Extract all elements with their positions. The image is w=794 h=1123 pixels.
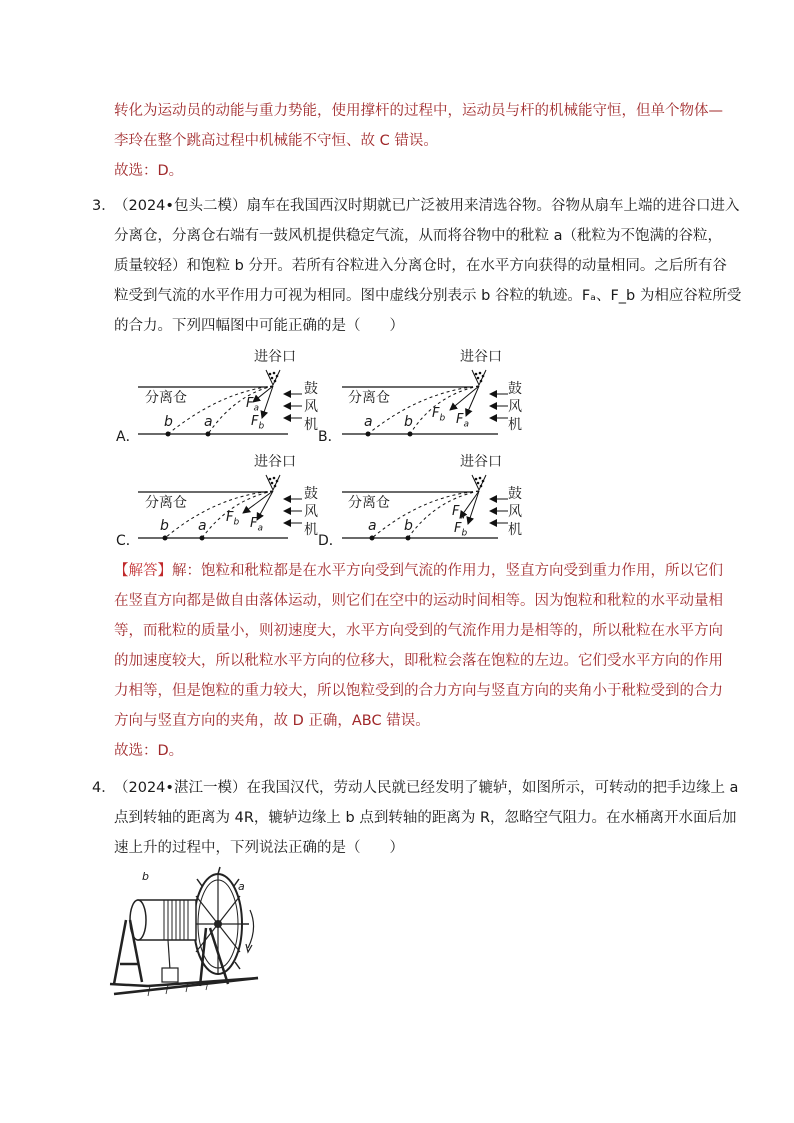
fan-char-2-c: 风: [304, 504, 318, 520]
grain-a-label-a: a: [204, 414, 213, 430]
q3-solution-line-6: 方向与竖直方向的夹角，故 D 正确，ABC 错误。: [114, 713, 430, 729]
q3-solution-line-4: 的加速度较大，所以秕粒水平方向的位移大，即秕粒会落在饱粒的左边。它们受水平方向的作用: [114, 653, 723, 669]
q4-number: 4．: [92, 780, 116, 796]
force-a-label-a: $F_a$: [246, 396, 259, 414]
fan-char-2-a: 风: [304, 399, 318, 415]
fan-char-1-b: 鼓: [508, 381, 522, 397]
q3-line-2: 分离仓，分离仓右端有一鼓风机提供稳定气流，从而将谷物中的秕粒 a（秕粒为不饱满的谷粒，: [114, 228, 722, 244]
chamber-label-b: 分离仓: [348, 390, 390, 406]
grain-a-label-c: a: [198, 518, 207, 534]
chamber-label-c: 分离仓: [145, 495, 187, 511]
fan-char-3-a: 机: [304, 417, 318, 433]
prev-answer: 故选：D。: [114, 163, 184, 179]
q3-solution-line-1: 【解答】解：饱粒和秕粒都是在水平方向受到气流的作用力，竖直方向受到重力作用，所以它们: [114, 563, 723, 579]
fan-char-1-d: 鼓: [508, 486, 522, 502]
grain-b-dot: [166, 432, 171, 437]
option-c-label: C．: [116, 533, 140, 549]
force-b-label-c: $F_b$: [226, 510, 240, 528]
q4-line-1: （2024•湛江一模）在我国汉代，劳动人民就已经发明了辘轳，如图所示，可转动的把手边缘上 a: [114, 780, 739, 796]
grain-a-label-b: a: [364, 414, 373, 430]
grain-b-label-a: b: [164, 414, 173, 430]
q3-line-5: 的合力。下列四幅图中可能正确的是（ ）: [114, 318, 404, 334]
grain-a-label-d: a: [368, 518, 377, 534]
force-b-label-a: $F_b$: [251, 414, 265, 432]
windlass-label-b: b: [142, 870, 149, 883]
q4-line-3: 速上升的过程中，下列说法正确的是（ ）: [114, 840, 404, 856]
force-a-label-c: $F_a$: [250, 516, 263, 534]
fan-char-3-d: 机: [508, 522, 522, 538]
windlass-figure: [108, 866, 270, 1006]
chamber-label-d: 分离仓: [348, 495, 390, 511]
q3-solution-line-2: 在竖直方向都是做自由落体运动，则它们在空中的运动时间相等。因为饱粒和秕粒的水平动量相: [114, 593, 723, 609]
force-b-label-b: $F_b$: [432, 406, 446, 424]
grain-b-label-d: b: [404, 518, 413, 534]
grain-b-label-b: b: [404, 414, 413, 430]
force-a-label-b: $F_a$: [456, 412, 469, 430]
inlet-label-c: 进谷口: [254, 454, 296, 470]
inlet-label-b: 进谷口: [460, 349, 502, 365]
q3-number: 3．: [92, 198, 116, 214]
force-a-label-d: $F_a$: [452, 504, 465, 522]
fan-char-3-c: 机: [304, 522, 318, 538]
q4-line-2: 点到转轴的距离为 4R，辘轳边缘上 b 点到转轴的距离为 R，忽略空气阻力。在水桶离开水面后加: [114, 810, 737, 826]
grain-a-dot: [206, 432, 211, 437]
grain-b-label-c: b: [160, 518, 169, 534]
q3-line-3: 质量较轻）和饱粒 b 分开。若所有谷粒进入分离仓时，在水平方向获得的动量相同。之后所有谷: [114, 258, 727, 274]
option-b-label: B．: [318, 429, 342, 445]
q3-line-1: （2024•包头二模）扇车在我国西汉时期就已广泛被用来清选谷物。谷物从扇车上端的进谷口进入: [114, 198, 740, 214]
q3-line-4: 粒受到气流的水平作用力可视为相同。图中虚线分别表示 b 谷粒的轨迹。Fₐ、F_b 为相应谷粒所受: [114, 288, 742, 304]
inlet-label-a: 进谷口: [254, 349, 296, 365]
solution-tag: 【解答】: [114, 563, 172, 579]
windlass-label-a: a: [238, 880, 245, 893]
fan-char-2-b: 风: [508, 399, 522, 415]
q3-solution-line-5: 力相等，但是饱粒的重力较大，所以饱粒受到的合力方向与竖直方向的夹角小于秕粒受到的合力: [114, 683, 723, 699]
q3-solution-line-3: 等，而秕粒的质量小，则初速度大，水平方向受到的气流作用力是相等的，所以秕粒在水平方向: [114, 623, 723, 639]
fan-char-1-a: 鼓: [304, 381, 318, 397]
q3-answer: 故选：D。: [114, 743, 184, 759]
option-d-label: D．: [318, 533, 343, 549]
prev-solution-line-1: 转化为运动员的动能与重力势能，使用撑杆的过程中，运动员与杆的机械能守恒，但单个物体—: [114, 103, 723, 119]
fan-char-1-c: 鼓: [304, 486, 318, 502]
fan-char-2-d: 风: [508, 504, 522, 520]
force-b-label-d: $F_b$: [454, 521, 468, 539]
chamber-label-a: 分离仓: [145, 390, 187, 406]
prev-solution-line-2: 李玲在整个跳高过程中机械能不守恒、故 C 错误。: [114, 133, 438, 149]
fan-char-3-b: 机: [508, 417, 522, 433]
option-a-label: A．: [116, 429, 140, 445]
q3-figure: [110, 340, 540, 552]
inlet-label-d: 进谷口: [460, 454, 502, 470]
